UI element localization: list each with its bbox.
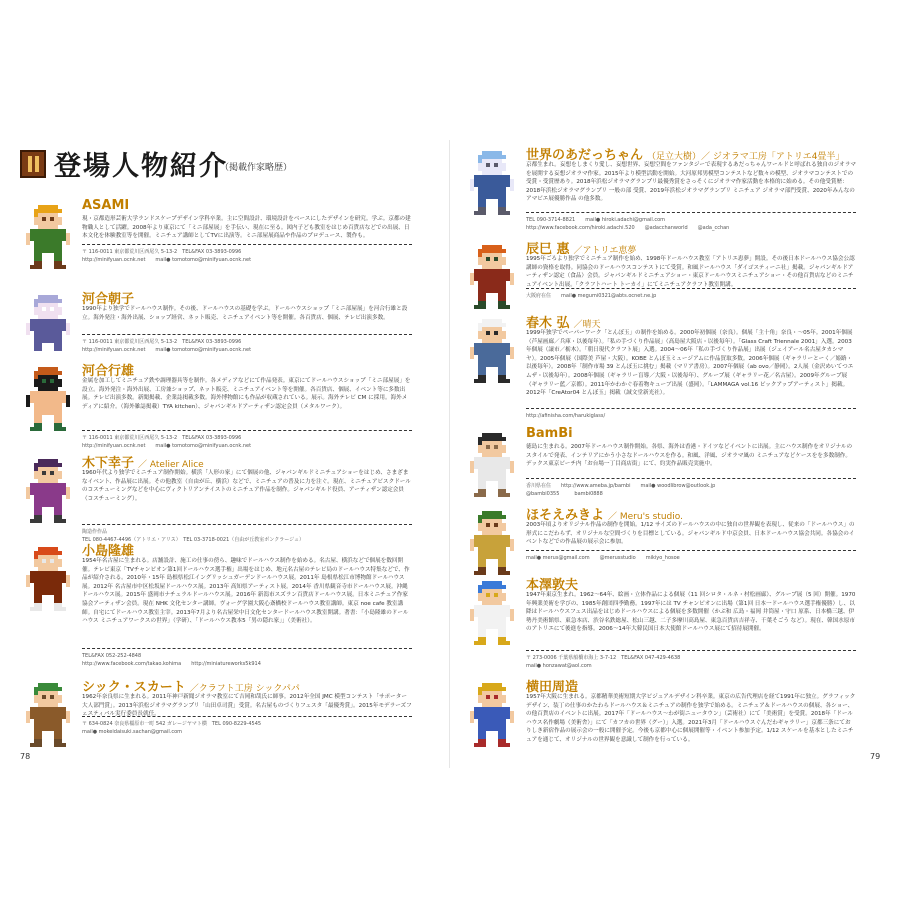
profile-entry — [18, 540, 438, 667]
profile-pixel-figure — [466, 150, 518, 216]
artist-name — [526, 426, 573, 441]
artist-bio: 1962年奈良県に生まれる。2011年神戸新聞ジオラマ教室にて吉岡和哉氏に師事。2012年全国 JMC 模型コンテスト「サポーター大人部門賞」。2013年浜松ジオラマグランプリ「山田卓司賞」受賞。名古屋ものづくりフェスタ「最優秀賞」。2015年モデラーズフェスティバル実行委員長就任。 — [82, 694, 412, 718]
artist-bio: 2003年頃よりオリジナル作品の制作を開始。1/12 サイズのドールハウスの中に独自の世界観を表現し、従来の「ドールハウス」の形式にこだわらず、オリジナルな空間づくりを目標としている。ジャパンギルド中京会員、日本ドールハウス協会共同。各協会のイベントなどでの作品展の展示会に参加。 — [526, 522, 855, 546]
artist-bio: 1990年より独学でドールハウス制作。その後、ドールハウスの基礎を学ぶ。ドールハウスショップ「ミニ部屋展」を河合行雄と設立。海外発注・海外出展、ショップ経営、ネット販売、ミニチュアイベント等を開催。各百貨店、個展、テレビ出演多数。 — [82, 306, 408, 321]
artist-name-text: 横田周造 — [526, 680, 579, 695]
artist-bio: 1960年代より独学でミニチュア制作開始。横浜「人形の家」にて個展の他、ジャパンギルドミニチュアショーをはじめ、さまざまなイベント、作品展に出展。その他教室（自由が丘、横浜）などで、ミニチュアの普及に力を注ぐ。現在、ミニチュアビスクドールのコスチューミングなどを中心にヴィクトリアンテイストのミニチュア作品を制作。ジャパンギルド役員、アーティザン認定会員（コスチューミング）。 — [82, 470, 411, 502]
artist-name — [82, 198, 129, 213]
contact-line: 〒 116-0011 東京都荒川区西尾久 5-13-2 TEL&FAX 03-3893-0996 — [82, 249, 242, 255]
dashed-divider — [526, 550, 856, 551]
dashed-divider — [82, 334, 412, 335]
contact-line: 〒 273-0006 千葉県船橋市海上 3-7-12 TEL&FAX 047-429-4638 — [526, 655, 681, 661]
dashed-divider — [526, 408, 856, 409]
artist-name-text: 本澤敦夫 — [526, 578, 579, 593]
artist-name-text: ASAMI — [82, 198, 130, 213]
profile-pixel-figure — [466, 510, 518, 576]
artist-name-text: 小島隆雄 — [82, 544, 135, 559]
dashed-divider — [526, 650, 856, 651]
dashed-divider — [82, 524, 412, 525]
dashed-divider — [82, 244, 412, 245]
contact-line: 〒 116-0011 東京都荒川区西尾久 5-13-2 TEL&FAX 03-3893-0996 — [82, 435, 242, 441]
dashed-divider — [82, 648, 412, 649]
profile-entry — [462, 676, 882, 772]
contact-line: 大阪府在住 mail● megumi0321@abts.ocnet.ne.jp — [526, 293, 657, 299]
artist-name-text: BamBi — [526, 426, 573, 441]
profile-entry — [462, 574, 882, 670]
artist-name-text: 辰巳 惠 — [526, 242, 570, 257]
artist-studio-tag: ／ Atelier Alice — [138, 460, 204, 470]
artist-bio: 京都生まれ。妄想をしまくり愛し、妄想世界、妄想空間をファンタジーで表現するあだっちゃんワールドと呼ばれる独自のジオラマを展開する妄想ジオラマ作家。2015年より模型活動を開始。大河原邦男模型コンテストなど数々の模型、ジオラマコンテストでの受賞・受賞歴あり。2018年浜松ジオラマグランプリ最優秀賞をさっそくにジオラマ作家活動を本格的に始める。その他受賞歴：2018年浜松ジオラマグランプリ 一般の部 受賞、2019年浜松ジオラマグランプリ ミニチュア ジオラマ部門受賞、2020年みんなのアマビエ展優勝作品 の他多数。 — [526, 162, 856, 203]
contact-line: http://minifyuan.ocnk.net mail● tomotomo@minifyuan.ocnk.net — [82, 257, 252, 263]
artist-bio: 1947年東京生まれ。1962～64年、絵画・立体作品による個展（11 回シロタ・ルネ・村松画廊）、グループ展（5 回）開催。1970年興業美術を学びの、1985年創団四季勤務。1997年には TV チャンピオンに出場（第1回 日本一ドールハウス選手権優勝）し、以降はドールハウスフェス出品をはじめドールハウスによる個展を多数開催（かぶ和 広島・福岡 井筒屋・守口 原系、日本橋三越、伊勢丹美術館県、東急本店、渋谷名鉄総屋、松山三越、二子多摩川高島屋、東急百貨店吉祥寺、千葉そごう など）。現在、韓国水原市のアトリエにて後進を指導。2006～14年大韓民国日本大使館ドールハウス展にて招待展開催。 — [526, 592, 856, 633]
dashed-divider — [526, 212, 856, 213]
profile-pixel-figure — [22, 546, 74, 612]
artist-studio-tag: ／ Meru's studio. — [608, 512, 683, 522]
artist-bio: 現・京都造形芸術大学ランドスケープデザイン学科卒業。主に空間設計、環境設計をベースにしたデザインを研究。学ぶ。京都の建物職人として活躍。2008年より東京にて「ミニ部屋展」を手伝い、現在に至る。図内子ども教室をはじめ百貨店などでの出展、日本文化を体験教室等を開催。ミニチュア講師としてTVに出演等。ミニ部屋展商品や作品のプロデュース、製作も。 — [82, 216, 411, 240]
contact-line: 〒 116-0011 東京都荒川区西尾久 5-13-2 TEL&FAX 03-3893-0996 — [82, 339, 242, 345]
profile-pixel-figure — [466, 682, 518, 748]
profile-pixel-figure — [466, 318, 518, 384]
contact-line: TEL&FAX 052-252-4848 — [82, 653, 142, 659]
dashed-divider — [82, 430, 412, 431]
profile-entry — [18, 198, 438, 294]
profile-entry — [18, 452, 438, 548]
profile-pixel-figure — [22, 682, 74, 748]
artist-name-text: 世界のあだっちゃん — [526, 148, 644, 163]
contact-line: @bambi0355 bambi0888 — [526, 491, 603, 497]
artist-name-text: ほそえみきよ — [526, 508, 605, 523]
page-number-left: 78 — [20, 752, 31, 761]
profile-entry — [18, 676, 438, 772]
artist-name-text: 河合朝子 — [82, 292, 135, 307]
contact-line: http://minifyuan.ocnk.net mail● tomotomo@minifyuan.ocnk.net — [82, 443, 252, 449]
contact-line: 〒 634-0824 奈良県橿原市一町 542 ガレージヤマト横 TEL 090-8229-4545 — [82, 721, 262, 727]
profile-entry — [462, 144, 882, 240]
profile-entry — [462, 312, 882, 419]
profile-pixel-figure — [466, 244, 518, 310]
profile-pixel-figure — [466, 580, 518, 646]
gutter-divider — [449, 140, 450, 768]
profile-pixel-figure — [466, 432, 518, 498]
profile-pixel-figure — [22, 204, 74, 270]
contact-line: http://minifyuan.ocnk.net mail● tomotomo@minifyuan.ocnk.net — [82, 347, 252, 353]
page-title: 登場人物紹介 — [54, 151, 228, 182]
artist-name-text: 春木 弘 — [526, 316, 570, 331]
artist-bio: 1995年ごろより独学でミニチュア制作を始め、1998年ドールハウス教室「アトリエ恵夢」開設。その後日本ドールハウス協会公認講師の資格を取得。同協会のドールハウスコンテストにて受賞。和風ドールハウス「ダイゴスティーニ社」掲載。ジャパンギルドアーティザン認定（食品）会員。ジャパンギルドミニチュアショー・東京ドールハウスミニチュアショー・その他百貨店などのミニチュアイベント出展。「クラフトハート トーカイ」にてミニチュアクラフト教室開講。 — [526, 256, 855, 288]
artist-bio: 金属を加工してミニチュア鉄や調理器具等を制作。各メディアなどにて作品発表。東京にてドールハウスショップ「ミニ部屋展」を設立。海外発注・海外出展、工房兼ショップ、ネット販売、ミニチュアイベント等を開催。各百貨店、個展、イベント等に多数出展。テレビ出演多数。新聞掲載、企業誌掲載多数。海外博物館にも作品が収蔵されている。展示。海外テレビ CM に採用。海外メディアに紹介。（海外雑誌掲載）TYA kitchen）、ジャパンギルドアーティザン認定会員（メタルワーク）。 — [82, 378, 411, 410]
page-number-right: 79 — [870, 752, 881, 761]
contact-line: 陶造作作品 — [82, 529, 108, 535]
contact-line: http://www.facebook.com/hiroki.adachi.520 @adacchanworld @ada_cchan — [526, 225, 730, 231]
contact-line: http://afinisha.com/harukiglass/ — [526, 413, 606, 419]
dashed-divider — [526, 478, 856, 479]
dashed-divider — [82, 716, 412, 717]
contact-line: TEL 080-4467-4496（アトリエ・アリス） TEL 03-3718-0021（自由が丘教室ボンクラージュ） — [82, 537, 305, 543]
contact-line: http://www.facebook.com/takao.kohima http://miniatureworks5k914 — [82, 661, 261, 667]
artist-name-text: シック・スカート — [82, 680, 186, 695]
contact-line: mail● honzawat@aol.com — [526, 663, 592, 669]
page-subtitle: （掲載作家略歴） — [220, 163, 293, 173]
artist-studio-tag: （足立大樹）／ ジオラマ工房「アトリエ4畳半」 — [647, 152, 845, 162]
artist-name-text: 河合行雄 — [82, 364, 135, 379]
right-page — [462, 140, 882, 768]
artist-studio-tag: ／アトリエ恵夢 — [573, 246, 637, 256]
left-page — [18, 140, 438, 768]
contact-line: mail● merus@gmail.com @merusstudio mikiyo_hosoe — [526, 555, 680, 561]
profile-pixel-figure — [22, 366, 74, 432]
artist-bio: 徳島に生まれる。2007年ドールハウス制作開始。各県、海外は香港・ドイツなどイベントに出展。主にハウス制作をオリジナルのスタイルで発表、インテリアにかう小さなドールハウスを作る。和風、洋風、ジオラマ風の ミニチュアなどケースをを多数制作。デックス東京ビーチ内「お台場一丁目商店街」にて、約実作品販売実施中。 — [526, 444, 853, 468]
contact-line: TEL 090-3714-8821 mail● hiroki.adachi@gmail.com — [526, 217, 666, 223]
profile-entry — [18, 360, 438, 456]
artist-bio: 1957年大阪に生まれる。京都精華美術短期大学ビジュアルデザイン科卒業。東京の広告代理店を経て1991年に独立。グラフィックデザイン、装丁の仕事のかたわらドールハウス＆ミニチュアの制作を独学で始める。ミニチュア＆ドールハウスの個展、各ショー、の他百貨店のイベントに出展。2017年「ドールハウス～わが街ニュータウン」（芸術社）にて「美術賞」を受賞。2018年「ドールハウス名作劇場（美術舎）」にて「カフカの世界（グー）」入選。2021年3月「ドールハウスぐんだわギャラリー」京都三条にておりしき新宿作品の展示会の一般に開催予定。今後も京都中心に個展開催等・イベント参加予定。1/12 スケールを基本としたミニチュアを通じて、オリジナルの世界観を意識して制作を行っている。 — [526, 694, 856, 743]
artist-studio-tag: ／晴天 — [573, 320, 601, 330]
magazine-spread — [18, 140, 882, 768]
dashed-divider — [526, 288, 856, 289]
profile-pixel-figure — [22, 458, 74, 524]
artist-bio: 1954年名古屋に生まれる。店舗設計、施工の仕事の傍ら、趣味でドールハウス制作を始める。名古屋、横浜などで個展を数回開催。テレビ東京「TVチャンピオン第1回ドールハウス選手権」出場をはじめ、地元名古屋のテレビ局のドールハウス特集などで、作品が紹介される。2010年・15年 島根県松江イングリッシュガーデンドールハウス展。2011年 島根県松江市博物館ドールハウス展。2012年 名古屋市中区松坂屋ドールハウス展。2013年 高知県アーティスト展。2014年 香川県観音寺市ドールハウス展。沖縄ドールハウス展。2015年 盛岡市ナチュラルドールハウス展。2016年 新潟市スズラン百貨店ドールハウス展。日本ミニチュア作家協会アーティザン会員。現在 NHK 文化センター講師。ヴォーグ学園大阪心斎橋校ドールハウス教室講師。東京 noe cafe 教室講師。自宅にてドールハウス教室主宰。2013年7月より名古屋栄中日文化センタードールハウス教室開講。著書：「小島隆雄のドールハウス ミニチュアワークスの世界」（学研）、「ドールハウス教本5「男の隠れ家」」（美術社）。 — [82, 558, 410, 625]
profile-pixel-figure — [22, 294, 74, 360]
artist-bio: 1999年独学でペーパーワーク「とんぼ玉」の制作を始める。2000年初個展（奈良）。個展「主十角」奈良・～05年。2001年個展（芦屋画廊／兵庫・以後毎年）。「私の手づくり作品展」（高島屋大阪店・以後毎年）。「Glass Craft Triennale 2001」入選。2003年個展（譲市／栃木）。「朝日現代クラフト展」入選。2004～06年「私の手づくり作品展」出展（ジェイアール名古屋タカシマヤ）。2005年個展（国際美 芦屋・大阪）。KOBE とんぼ玉ミュージアムに作品買取多数。2006年個展（ギャラリーとーく／姫路・以後毎年）。2008年「制作市場 39 とんぼ玉に挑む」掲載（マリア書房）。2007年個展（ab ovo／静岡）。2人展（金沢めいてつエムザ・以後毎年）。2008年個展（ギャラリー盲導／大阪・以後毎年）、グループ展（ギャラリー花／名古屋）。2009年グループ展（ギャラリー藍／京都）。2011年かわかぐ春着物キューブ出展（盛岡）。「LAMMAGA vol.16 ピックアップアーティスト」掲載。2012年「CreAtor04 とんぼ玉」掲載（誠文堂新光社）。 — [526, 330, 854, 397]
contact-line: 香川県在住 http://www.ameba.jp/bambi mail● woodlibrow@outlook.jp — [526, 483, 716, 489]
artist-studio-tag: ／クラフト工房 シックパパ — [189, 684, 300, 694]
artist-name-text: 木下幸子 — [82, 456, 135, 471]
contact-line: mail● mokeidaisuki.sachan@gmail.com — [82, 729, 183, 735]
book-icon — [20, 150, 46, 178]
title-row — [20, 144, 440, 184]
